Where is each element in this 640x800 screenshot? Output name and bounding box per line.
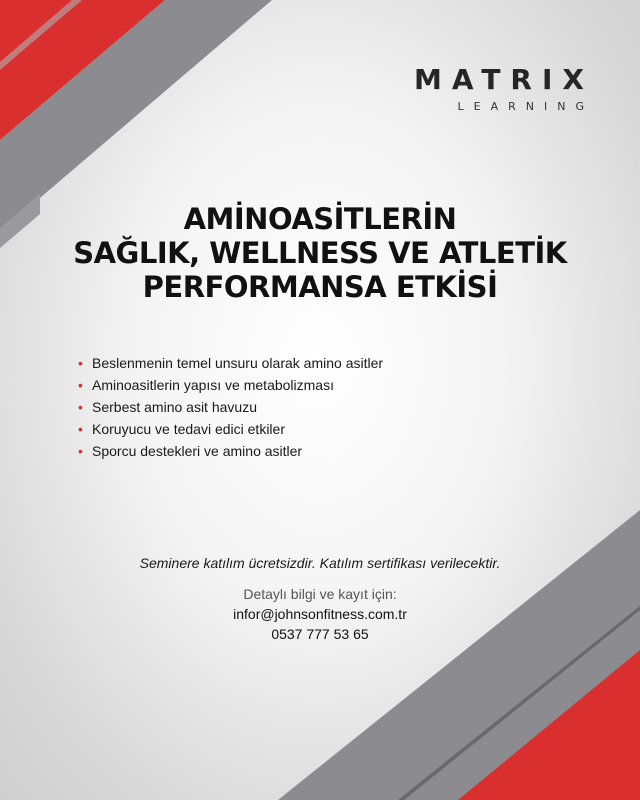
topic-item xyxy=(78,440,383,462)
bullet-icon: • xyxy=(78,421,83,437)
bullet-icon: • xyxy=(78,355,83,371)
title-line-1: AMİNOASİTLERİN xyxy=(183,202,457,236)
topic-text: Beslenmenin temel unsuru olarak amino asitler xyxy=(92,355,384,371)
contact-label: Detaylı bilgi ve kayıt için: xyxy=(243,586,397,602)
topic-item xyxy=(78,418,383,440)
title-line-3: PERFORMANSA ETKİSİ xyxy=(142,270,498,304)
logo-wordmark: MATRIX xyxy=(413,63,594,96)
participation-note: Seminere katılım ücretsizdir. Katılım sertifikası verilecektir. xyxy=(139,555,501,571)
page-title xyxy=(40,202,600,304)
topic-item xyxy=(78,396,383,418)
topic-list xyxy=(78,352,383,462)
topic-text: Serbest amino asit havuzu xyxy=(92,399,257,415)
topic-item xyxy=(78,374,383,396)
contact-email[interactable]: infor@johnsonfitness.com.tr xyxy=(233,606,407,622)
matrix-learning-logo xyxy=(413,63,594,113)
contact-info xyxy=(0,584,640,644)
contact-phone[interactable]: 0537 777 53 65 xyxy=(271,626,369,642)
logo-tagline: LEARNING xyxy=(457,100,594,113)
topic-text: Koruyucu ve tedavi edici etkiler xyxy=(92,421,285,437)
bullet-icon: • xyxy=(78,377,83,393)
topic-item xyxy=(78,352,383,374)
title-line-2: SAĞLIK, WELLNESS VE ATLETİK xyxy=(73,236,567,270)
topic-text: Aminoasitlerin yapısı ve metabolizması xyxy=(92,377,334,393)
bullet-icon: • xyxy=(78,399,83,415)
bullet-icon: • xyxy=(78,443,83,459)
topic-text: Sporcu destekleri ve amino asitler xyxy=(92,443,303,459)
